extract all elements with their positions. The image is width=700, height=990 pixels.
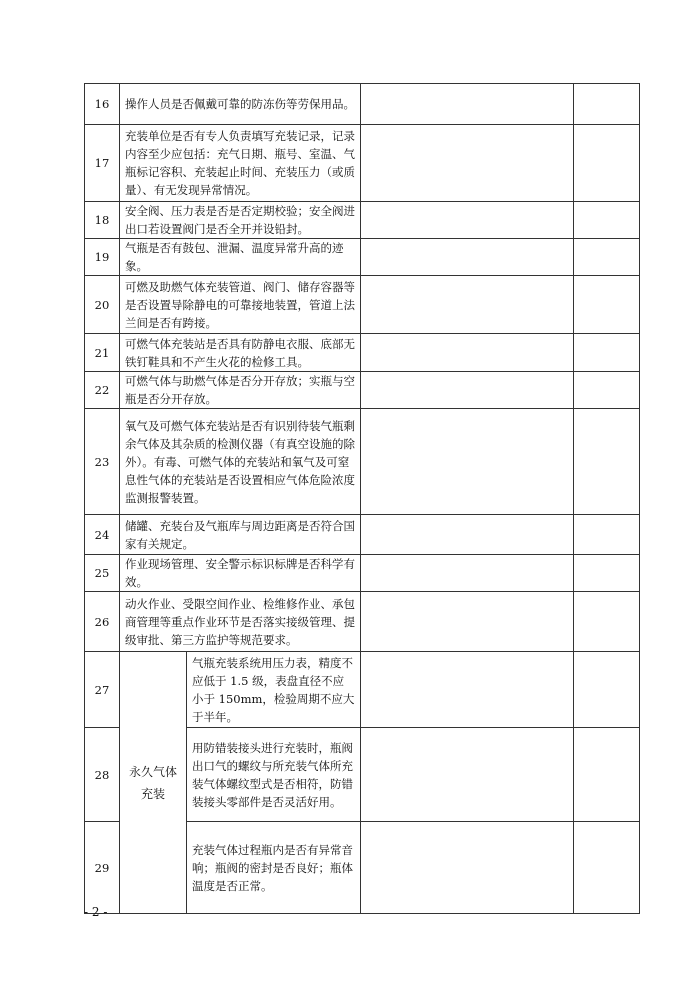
- remark-cell: [574, 334, 640, 372]
- item-number: 21: [85, 334, 120, 372]
- remark-cell: [574, 202, 640, 239]
- item-text: 作业现场管理、安全警示标识标牌是否科学有效。: [120, 555, 361, 592]
- item-number: 16: [85, 84, 120, 125]
- result-cell: [361, 239, 574, 276]
- table-row: [85, 515, 640, 555]
- remark-cell: [574, 555, 640, 592]
- result-cell: [361, 728, 574, 822]
- item-number: 27: [85, 652, 120, 728]
- result-cell: [361, 409, 574, 515]
- item-number: 23: [85, 409, 120, 515]
- result-cell: [361, 334, 574, 372]
- remark-cell: [574, 125, 640, 202]
- result-cell: [361, 652, 574, 728]
- table-row: [85, 239, 640, 276]
- item-number: 17: [85, 125, 120, 202]
- result-cell: [361, 202, 574, 239]
- item-number: 25: [85, 555, 120, 592]
- remark-cell: [574, 592, 640, 652]
- item-text: 安全阀、压力表是否是否定期校验；安全阀进出口若设置阀门是否全开并设铅封。: [120, 202, 361, 239]
- item-number: 28: [85, 728, 120, 822]
- result-cell: [361, 822, 574, 914]
- table-row: [85, 409, 640, 515]
- table-row: [85, 125, 640, 202]
- table-row: [85, 555, 640, 592]
- table-row: [85, 202, 640, 239]
- table-row: [85, 592, 640, 652]
- item-text: 充装气体过程瓶内是否有异常音响；瓶阀的密封是否良好；瓶体温度是否正常。: [187, 822, 361, 914]
- item-text: 可燃气体充装站是否具有防静电衣服、底部无铁钉鞋具和不产生火花的检修工具。: [120, 334, 361, 372]
- result-cell: [361, 372, 574, 409]
- inspection-table: [84, 83, 640, 914]
- item-number: 20: [85, 276, 120, 334]
- item-text: 气瓶是否有鼓包、泄漏、温度异常升高的迹象。: [120, 239, 361, 276]
- result-cell: [361, 555, 574, 592]
- result-cell: [361, 592, 574, 652]
- category-label: 永久气体充装: [120, 652, 187, 914]
- remark-cell: [574, 239, 640, 276]
- item-text: 充装单位是否有专人负责填写充装记录，记录内容至少应包括：充气日期、瓶号、室温、气瓶标记容积、充装起止时间、充装压力（或质量）、有无发现异常情况。: [120, 125, 361, 202]
- table-row: [85, 84, 640, 125]
- remark-cell: [574, 515, 640, 555]
- item-number: 19: [85, 239, 120, 276]
- remark-cell: [574, 822, 640, 914]
- result-cell: [361, 84, 574, 125]
- table-row: [85, 334, 640, 372]
- result-cell: [361, 276, 574, 334]
- remark-cell: [574, 372, 640, 409]
- item-number: 22: [85, 372, 120, 409]
- remark-cell: [574, 409, 640, 515]
- item-text: 氧气及可燃气体充装站是否有识别待装气瓶剩余气体及其杂质的检测仪器（有真空设施的除外）。有毒、可燃气体的充装站和氧气及可窒息性气体的充装站是否设置相应气体危险浓度监测报警装置。: [120, 409, 361, 515]
- item-text: 可燃及助燃气体充装管道、阀门、储存容器等是否设置导除静电的可靠接地装置，管道上法兰间是否有跨接。: [120, 276, 361, 334]
- item-text: 用防错装接头进行充装时，瓶阀出口气的螺纹与所充装气体所充装气体螺纹型式是否相符，防错装接头零部件是否灵活好用。: [187, 728, 361, 822]
- remark-cell: [574, 276, 640, 334]
- page-number: - 2 -: [84, 905, 108, 919]
- table-row: [85, 372, 640, 409]
- item-text: 储罐、充装台及气瓶库与周边距离是否符合国家有关规定。: [120, 515, 361, 555]
- item-number: 29: [85, 822, 120, 914]
- item-text: 动火作业、受限空间作业、检维修作业、承包商管理等重点作业环节是否落实接级管理、提级审批、第三方监护等规范要求。: [120, 592, 361, 652]
- item-text: 操作人员是否佩戴可靠的防冻伤等劳保用品。: [120, 84, 361, 125]
- item-number: 18: [85, 202, 120, 239]
- table-row: [85, 652, 640, 728]
- result-cell: [361, 515, 574, 555]
- item-text: 可燃气体与助燃气体是否分开存放；实瓶与空瓶是否分开存放。: [120, 372, 361, 409]
- item-number: 26: [85, 592, 120, 652]
- table-row: [85, 276, 640, 334]
- remark-cell: [574, 84, 640, 125]
- remark-cell: [574, 728, 640, 822]
- result-cell: [361, 125, 574, 202]
- item-text: 气瓶充装系统用压力表，精度不应低于 1.5 级，表盘直径不应小于 150mm，检验周期不应大于半年。: [187, 652, 361, 728]
- item-number: 24: [85, 515, 120, 555]
- remark-cell: [574, 652, 640, 728]
